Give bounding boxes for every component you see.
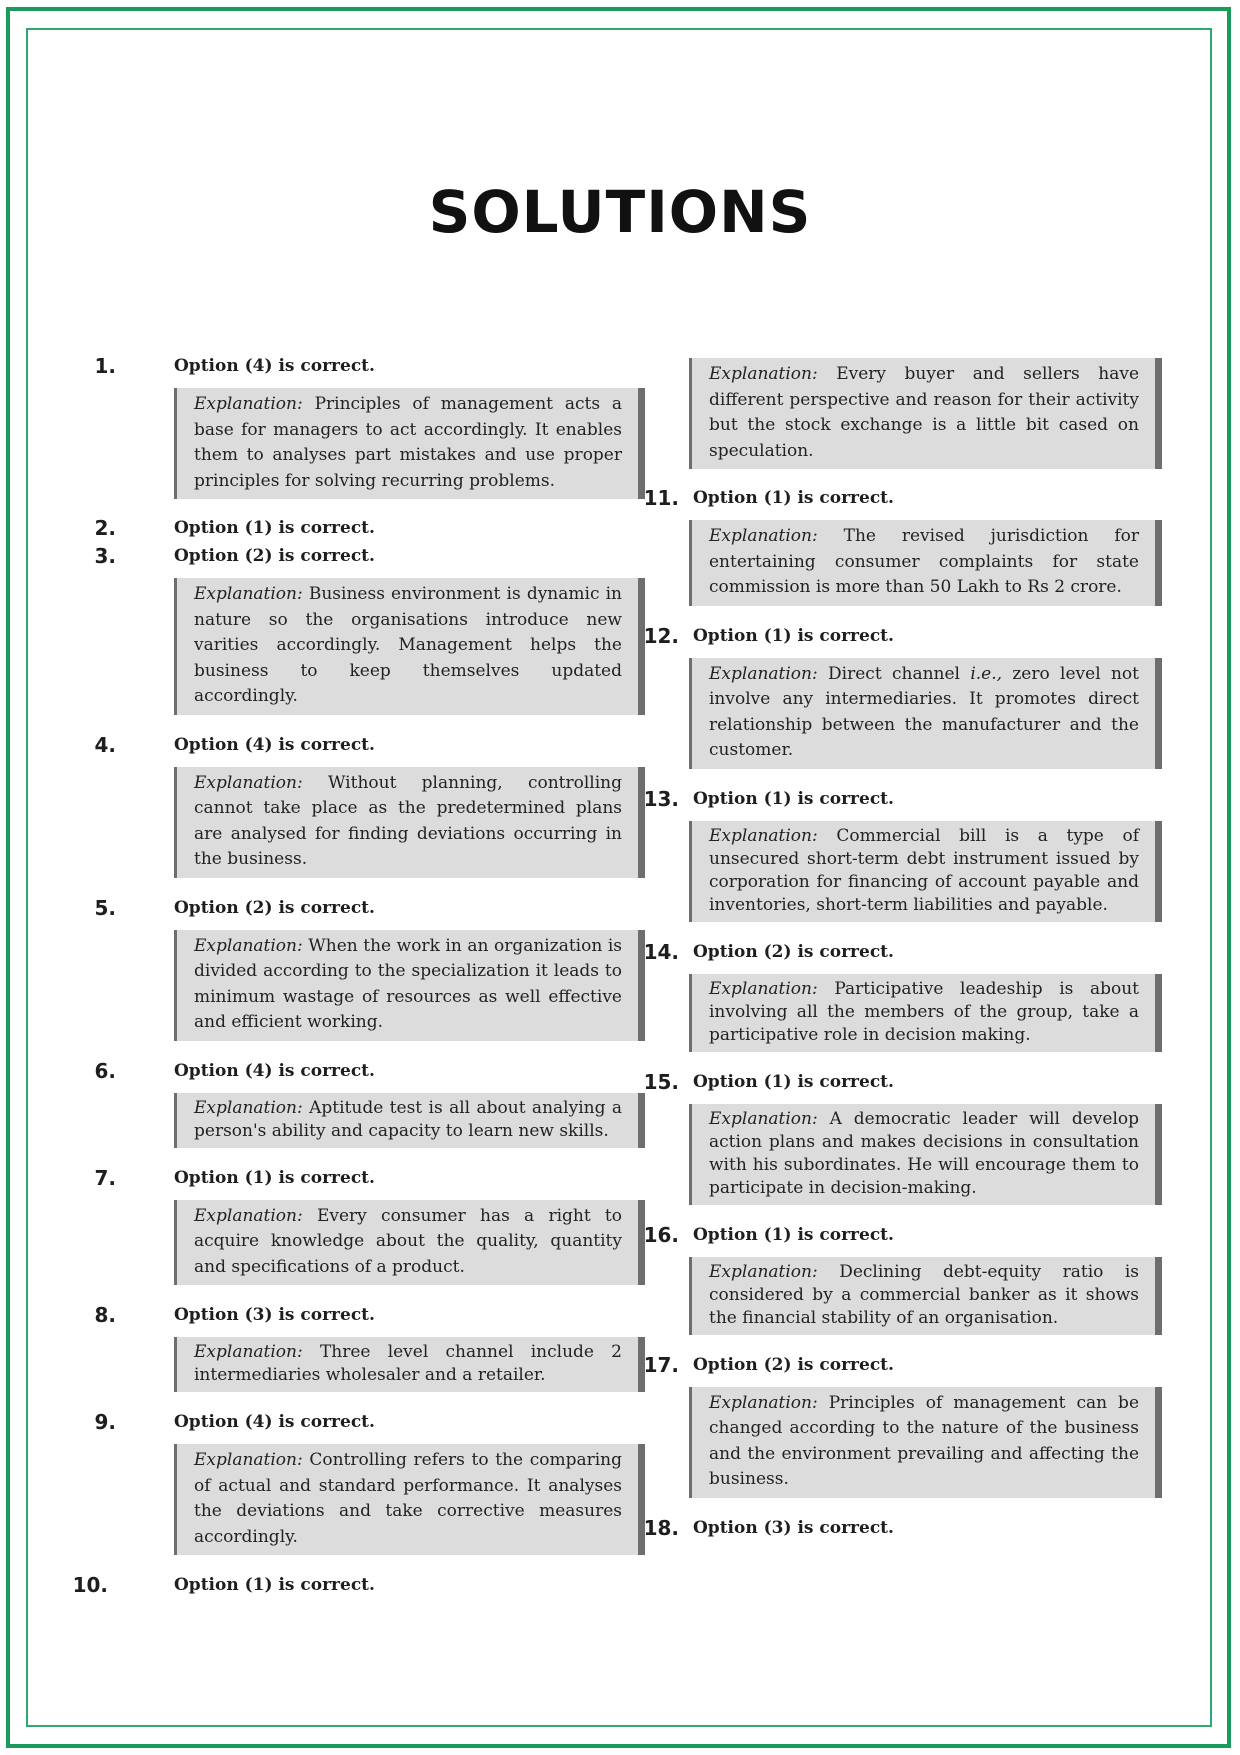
right-column	[637, 358, 1177, 1546]
explanation-label: Explanation:	[194, 935, 303, 956]
solution-11	[637, 485, 1177, 606]
explanation-box	[174, 930, 645, 1041]
explanation-label: Explanation:	[709, 1392, 818, 1413]
solution-16	[637, 1222, 1177, 1335]
solution-answer: Option (1) is correct.	[693, 488, 894, 508]
solution-14	[637, 939, 1177, 1052]
explanation-box	[174, 1200, 645, 1286]
explanation-text: Every buyer and sellers have different perspective and reason for their activity but the stock exchange is a little bit cased on speculation.	[709, 364, 1139, 461]
solution-answer: Option (2) is correct.	[174, 546, 375, 566]
solution-number: 16.	[643, 1222, 679, 1247]
explanation-box	[689, 974, 1162, 1052]
solution-answer: Option (2) is correct.	[174, 897, 375, 918]
explanation-text: Commercial bill is a type of unsecured short-term debt instrument issued by corporation for financing of account payable and inventories, short-term liabilities and payable.	[709, 825, 1139, 915]
left-column	[72, 353, 660, 1603]
solution-answer: Option (1) is correct.	[174, 1575, 375, 1595]
solution-number: 11.	[643, 486, 679, 510]
explanation-box	[689, 1387, 1162, 1498]
solution-answer: Option (4) is correct.	[174, 734, 375, 755]
solution-answer: Option (4) is correct.	[174, 1412, 375, 1432]
solution-6	[94, 1058, 660, 1148]
explanation-text: Participative leadeship is about involving all the members of the group, take a participative role in decision making.	[709, 978, 1140, 1045]
explanation-label: Explanation:	[709, 1108, 818, 1129]
solution-answer: Option (2) is correct.	[693, 941, 894, 962]
explanation-box	[689, 821, 1162, 922]
solution-15	[637, 1069, 1177, 1205]
explanation-text: Three level channel include 2 intermediaries wholesaler and a retailer.	[194, 1342, 622, 1385]
explanation-box	[689, 1104, 1162, 1205]
explanation-box	[689, 1257, 1162, 1335]
explanation-text: Principles of management can be changed according to the nature of the business and the environment prevailing and affecting the business.	[709, 1392, 1140, 1489]
solution-number: 8.	[94, 1303, 116, 1327]
explanation-label: Explanation:	[194, 772, 303, 793]
solution-answer: Option (1) is correct.	[693, 625, 894, 646]
solution-number: 5.	[94, 895, 116, 920]
solution-7	[94, 1165, 660, 1286]
explanation-label: Explanation:	[709, 825, 818, 846]
explanation-text: A democratic leader will develop action plans and makes decisions in consultation with his subordinates. He will encourage them to participate in decision-making.	[709, 1108, 1139, 1198]
solution-18	[637, 1515, 1177, 1546]
solution-answer: Option (1) is correct.	[174, 1167, 375, 1188]
explanation-text: When the work in an organization is divided according to the specialization it leads to minimum wastage of resources as well effective and efficient working.	[194, 935, 622, 1032]
solution-number: 17.	[643, 1352, 679, 1377]
explanation-box	[689, 658, 1162, 769]
explanation-box	[174, 1093, 645, 1148]
explanation-box	[174, 1444, 645, 1555]
explanation-label: Explanation:	[194, 1342, 303, 1362]
solution-number: 12.	[643, 623, 679, 648]
explanation-text: The revised jurisdiction for entertaining consumer complaints for state commission is more than 50 Lakh to Rs 2 crore.	[709, 526, 1139, 597]
explanation-label: Explanation:	[709, 526, 818, 546]
solution-9	[94, 1409, 660, 1555]
solution-2	[94, 515, 660, 546]
explanation-label: Explanation:	[709, 364, 818, 384]
explanation-label: Explanation:	[709, 1261, 818, 1282]
solution-10-continued	[637, 358, 1177, 469]
solution-17	[637, 1352, 1177, 1498]
solution-answer: Option (1) is correct.	[693, 788, 894, 809]
solution-4	[94, 732, 660, 878]
solution-10	[72, 1572, 660, 1603]
explanation-box	[174, 767, 645, 878]
solution-number: 9.	[94, 1410, 116, 1434]
solution-number: 6.	[94, 1058, 116, 1083]
explanation-box	[689, 520, 1162, 606]
explanation-label: Explanation:	[194, 584, 303, 604]
page-title: SOLUTIONS	[428, 178, 812, 246]
explanation-text: Controlling refers to the comparing of actual and standard performance. It analyses the deviations and take corrective measures accordingly.	[194, 1450, 622, 1547]
explanation-label: Explanation:	[709, 978, 818, 999]
solution-answer: Option (1) is correct.	[693, 1224, 894, 1245]
explanation-text: zero level not involve any intermediaries. It promotes direct relationship between the manufacturer and the customer.	[709, 663, 1139, 760]
solution-5	[94, 895, 660, 1041]
solution-answer: Option (1) is correct.	[693, 1071, 894, 1092]
explanation-box	[174, 388, 645, 499]
explanation-text: Declining debt-equity ratio is considered by a commercial banker as it shows the financial stability of an organisation.	[709, 1261, 1140, 1328]
solution-number: 7.	[94, 1165, 116, 1190]
explanation-label: Explanation:	[194, 1450, 303, 1470]
solution-8	[94, 1302, 660, 1392]
explanation-label: Explanation:	[194, 1205, 303, 1226]
solution-number: 14.	[643, 939, 679, 964]
solution-number: 15.	[643, 1069, 679, 1094]
solution-number: 18.	[643, 1515, 679, 1540]
solution-13	[637, 786, 1177, 922]
solution-3	[94, 543, 660, 715]
explanation-label: Explanation:	[709, 663, 818, 684]
solution-number: 3.	[94, 544, 116, 568]
solution-number: 1.	[94, 354, 116, 378]
explanation-box	[689, 358, 1162, 469]
solution-answer: Option (1) is correct.	[174, 518, 375, 538]
solution-number: 10.	[72, 1573, 108, 1597]
solution-answer: Option (3) is correct.	[693, 1517, 894, 1538]
solution-answer: Option (4) is correct.	[174, 356, 375, 376]
explanation-emphasis: i.e.,	[970, 663, 1003, 684]
solution-answer: Option (3) is correct.	[174, 1305, 375, 1325]
explanation-text: Business environment is dynamic in nature so the organisations introduce new varities accordingly. Management helps the business to keep themselves updated accordingly.	[194, 584, 622, 706]
explanation-text: Principles of management acts a base for managers to act accordingly. It enables them to analyses part mistakes and use proper principles for solving recurring problems.	[194, 394, 623, 491]
explanation-text: Every consumer has a right to acquire knowledge about the quality, quantity and specifications of a product.	[194, 1205, 622, 1277]
explanation-label: Explanation:	[194, 394, 303, 414]
explanation-text: Aptitude test is all about analying a person's ability and capacity to learn new skills.	[194, 1097, 622, 1141]
solution-12	[637, 623, 1177, 769]
explanation-box	[174, 1337, 645, 1392]
solution-number: 2.	[94, 516, 116, 540]
solution-number: 4.	[94, 732, 116, 757]
explanation-text: Direct channel	[828, 663, 971, 684]
solution-number: 13.	[643, 786, 679, 811]
explanation-box	[174, 578, 645, 715]
solution-answer: Option (2) is correct.	[693, 1354, 894, 1375]
explanation-text: Without planning, controlling cannot take place as the predetermined plans are analysed for finding deviations occurring in the business.	[194, 772, 623, 869]
solution-1	[94, 353, 660, 499]
solution-answer: Option (4) is correct.	[174, 1060, 375, 1081]
explanation-label: Explanation:	[194, 1097, 303, 1118]
